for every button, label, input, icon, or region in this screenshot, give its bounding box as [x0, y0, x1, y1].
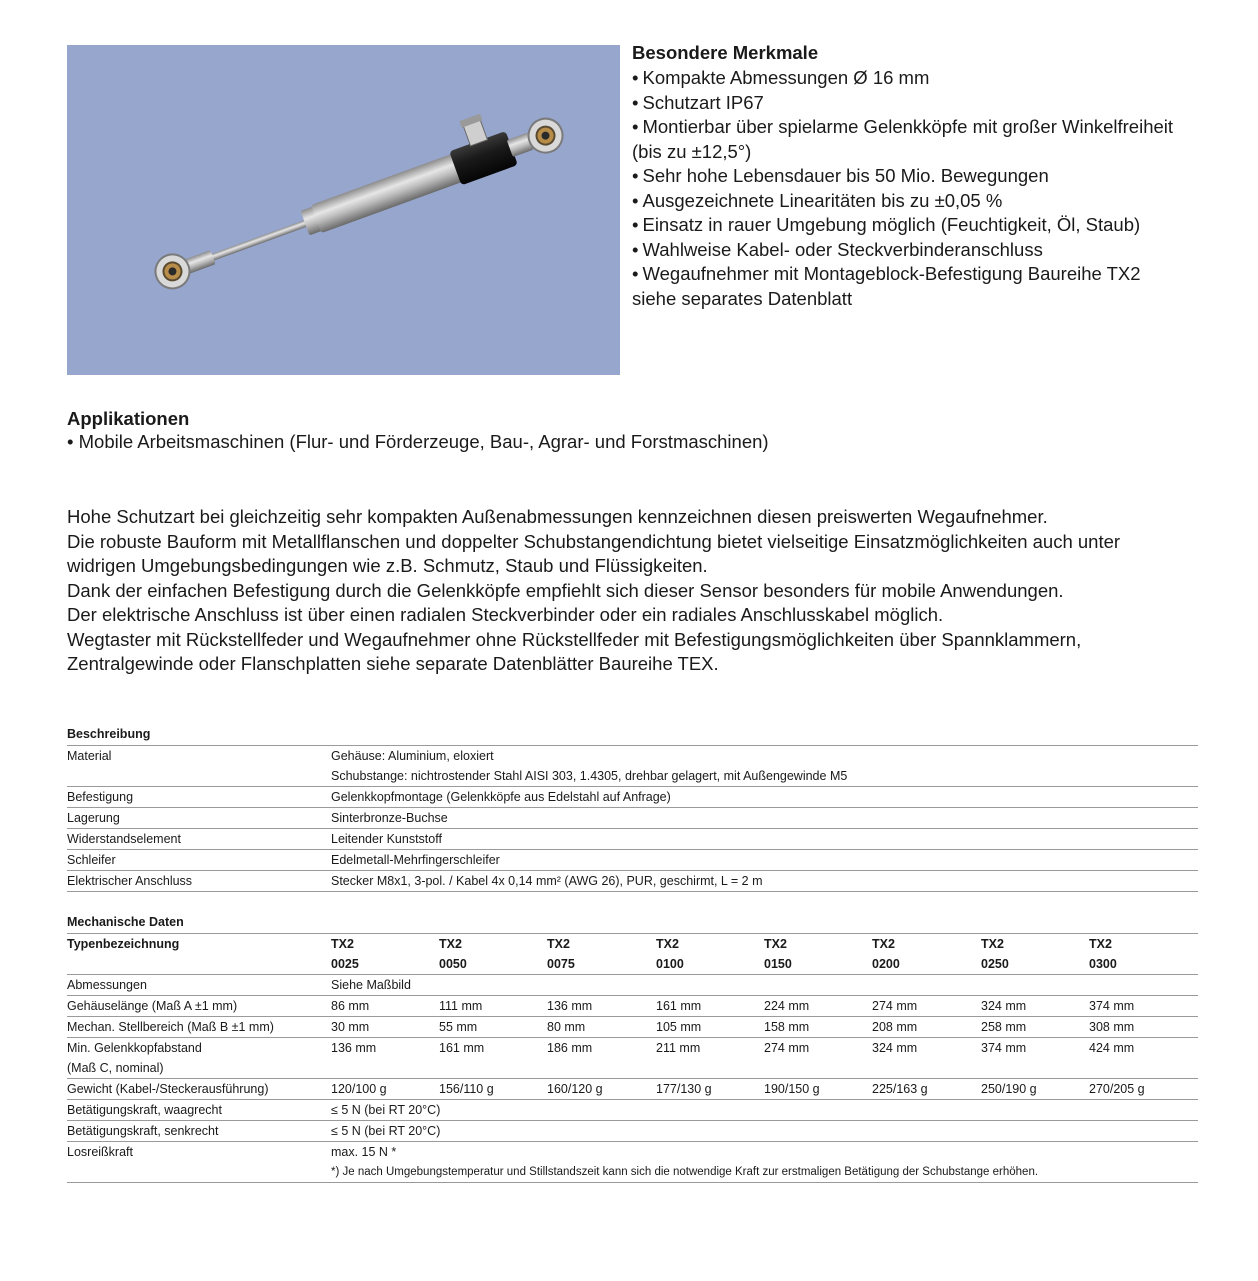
cell: 270/205 g — [1089, 1079, 1198, 1100]
type-prefix: TX2 — [331, 937, 354, 951]
row-label: Mechan. Stellbereich (Maß B ±1 mm) — [67, 1017, 331, 1038]
description-line: widrigen Umgebungsbedingungen wie z.B. Schmutz, Staub und Flüssigkeiten. — [67, 555, 708, 576]
type-prefix: TX2 — [547, 937, 570, 951]
cell: 250/190 g — [981, 1079, 1089, 1100]
type-code: 0250 — [981, 954, 1089, 975]
row-value: Leitender Kunststoff — [331, 829, 1198, 850]
list-item-continuation: siehe separates Datenblatt — [632, 287, 853, 309]
features-section — [632, 42, 1232, 311]
cell: 324 mm — [872, 1041, 918, 1055]
type-prefix: TX2 — [439, 937, 462, 951]
row-label: Abmessungen — [67, 975, 331, 996]
cell: 308 mm — [1089, 1017, 1198, 1038]
type-prefix: TX2 — [981, 937, 1004, 951]
cell: 161 mm — [439, 1041, 485, 1055]
cell: 274 mm — [872, 996, 981, 1017]
cell: 186 mm — [547, 1041, 593, 1055]
table-title: Mechanische Daten — [67, 915, 1198, 934]
row-label: Elektrischer Anschluss — [67, 871, 331, 892]
type-code: 0100 — [656, 954, 764, 975]
row-label: (Maß C, nominal) — [67, 1058, 331, 1079]
cell: 111 mm — [439, 996, 547, 1017]
list-item: • Sehr hohe Lebensdauer bis 50 Mio. Bewegungen — [632, 165, 1049, 186]
applications-title: Applikationen — [67, 408, 190, 429]
description-section — [67, 505, 1207, 677]
cell: 211 mm — [656, 1041, 701, 1055]
cell: 55 mm — [439, 1017, 547, 1038]
cell: 224 mm — [764, 996, 872, 1017]
list-item-continuation: (bis zu ±12,5°) — [632, 140, 752, 162]
table-title: Beschreibung — [67, 727, 1198, 746]
row-value: Siehe Maßbild — [331, 975, 1198, 996]
row-label: Widerstandselement — [67, 829, 331, 850]
description-line: Dank der einfachen Befestigung durch die Gelenkköpfe empfiehlt sich dieser Sensor besonders für mobile Anwendungen. — [67, 579, 1064, 601]
applications-item: • Mobile Arbeitsmaschinen (Flur- und Förderzeuge, Bau-, Agrar- und Forstmaschinen) — [67, 431, 769, 452]
features-title: Besondere Merkmale — [632, 42, 819, 63]
cell: 30 mm — [331, 1017, 439, 1038]
mechanical-table — [67, 915, 1198, 1183]
list-item: • Kompakte Abmessungen Ø 16 mm — [632, 67, 930, 88]
row-label: Befestigung — [67, 787, 331, 808]
cell: 190/150 g — [764, 1079, 872, 1100]
row-value: Sinterbronze-Buchse — [331, 808, 1198, 829]
cell: 177/130 g — [656, 1079, 764, 1100]
type-prefix: TX2 — [656, 937, 679, 951]
row-value: Edelmetall-Mehrfingerschleifer — [331, 850, 1198, 871]
list-item: • Wahlweise Kabel- oder Steckverbinderanschluss — [632, 238, 1043, 260]
cell: 258 mm — [981, 1017, 1089, 1038]
list-item: • Schutzart IP67 — [632, 91, 764, 113]
cell: 161 mm — [656, 996, 764, 1017]
type-code: 0075 — [547, 954, 656, 975]
cell: 208 mm — [872, 1017, 981, 1038]
cell: 274 mm — [764, 1041, 810, 1055]
row-label: Gewicht (Kabel-/Steckerausführung) — [67, 1079, 331, 1100]
type-code: 0050 — [439, 954, 547, 975]
type-code: 0200 — [872, 954, 981, 975]
cell: 136 mm — [331, 1041, 377, 1055]
applications-section — [67, 408, 1217, 454]
description-line: Hohe Schutzart bei gleichzeitig sehr kompakten Außenabmessungen kennzeichnen diesen preiswerten Wegaufnehmer. — [67, 506, 1048, 527]
cell: 160/120 g — [547, 1079, 656, 1100]
type-code: 0300 — [1089, 954, 1198, 975]
row-label: Min. Gelenkkopfabstand — [67, 1041, 202, 1055]
type-prefix: TX2 — [1089, 937, 1112, 951]
product-image — [67, 45, 620, 375]
cell: 158 mm — [764, 1017, 872, 1038]
cell: 156/110 g — [439, 1079, 547, 1100]
cell: 136 mm — [547, 996, 656, 1017]
row-label: Betätigungskraft, senkrecht — [67, 1121, 331, 1142]
type-code: 0150 — [764, 954, 872, 975]
linear-transducer-illustration — [67, 45, 620, 375]
description-line: Die robuste Bauform mit Metallflanschen und doppelter Schubstangendichtung bietet vielseitige Einsatzmöglichkeiten auch unter — [67, 530, 1121, 552]
row-value: ≤ 5 N (bei RT 20°C) — [331, 1100, 1198, 1121]
cell: 424 mm — [1089, 1041, 1135, 1055]
description-table — [67, 727, 1198, 892]
row-value: max. 15 N * — [331, 1145, 397, 1159]
list-item: • Montierbar über spielarme Gelenkköpfe mit großer Winkelfreiheit — [632, 116, 1174, 137]
cell: 86 mm — [331, 996, 439, 1017]
cell: 374 mm — [981, 1041, 1027, 1055]
row-label: Material — [67, 749, 112, 763]
footnote: *) Je nach Umgebungstemperatur und Stillstandszeit kann sich die notwendige Kraft zur erstmaligen Betätigung der Schubstange erhöhen. — [331, 1162, 1198, 1183]
description-line: Der elektrische Anschluss ist über einen radialen Steckverbinder oder ein radiales Anschlusskabel möglich. — [67, 604, 944, 625]
cell: 225/163 g — [872, 1079, 981, 1100]
type-prefix: TX2 — [764, 937, 787, 951]
type-label: Typenbezeichnung — [67, 937, 180, 951]
cell: 80 mm — [547, 1017, 656, 1038]
row-label: Lagerung — [67, 808, 331, 829]
row-label: Losreißkraft — [67, 1145, 133, 1159]
type-prefix: TX2 — [872, 937, 895, 951]
row-value: Stecker M8x1, 3-pol. / Kabel 4x 0,14 mm² (AWG 26), PUR, geschirmt, L = 2 m — [331, 871, 1198, 892]
cell: 324 mm — [981, 996, 1089, 1017]
description-line: Zentralgewinde oder Flanschplatten siehe separate Datenblätter Baureihe TEX. — [67, 653, 719, 674]
row-value: Schubstange: nichtrostender Stahl AISI 303, 1.4305, drehbar gelagert, mit Außengewinde M5 — [331, 766, 1198, 787]
description-line: Wegtaster mit Rückstellfeder und Wegaufnehmer ohne Rückstellfeder mit Befestigungsmöglichkeiten über Spannklammern, — [67, 628, 1082, 650]
features-list — [632, 66, 1232, 311]
list-item: • Einsatz in rauer Umgebung möglich (Feuchtigkeit, Öl, Staub) — [632, 214, 1141, 235]
row-value: ≤ 5 N (bei RT 20°C) — [331, 1121, 1198, 1142]
type-code: 0025 — [331, 954, 439, 975]
row-label: Gehäuselänge (Maß A ±1 mm) — [67, 996, 331, 1017]
row-value: Gehäuse: Aluminium, eloxiert — [331, 749, 494, 763]
list-item: • Wegaufnehmer mit Montageblock-Befestigung Baureihe TX2 — [632, 263, 1141, 284]
row-value: Gelenkkopfmontage (Gelenkköpfe aus Edelstahl auf Anfrage) — [331, 787, 1198, 808]
row-label: Betätigungskraft, waagrecht — [67, 1100, 331, 1121]
list-item: • Ausgezeichnete Linearitäten bis zu ±0,05 % — [632, 189, 1003, 211]
row-label: Schleifer — [67, 850, 331, 871]
cell: 374 mm — [1089, 996, 1198, 1017]
cell: 105 mm — [656, 1017, 764, 1038]
cell: 120/100 g — [331, 1079, 439, 1100]
